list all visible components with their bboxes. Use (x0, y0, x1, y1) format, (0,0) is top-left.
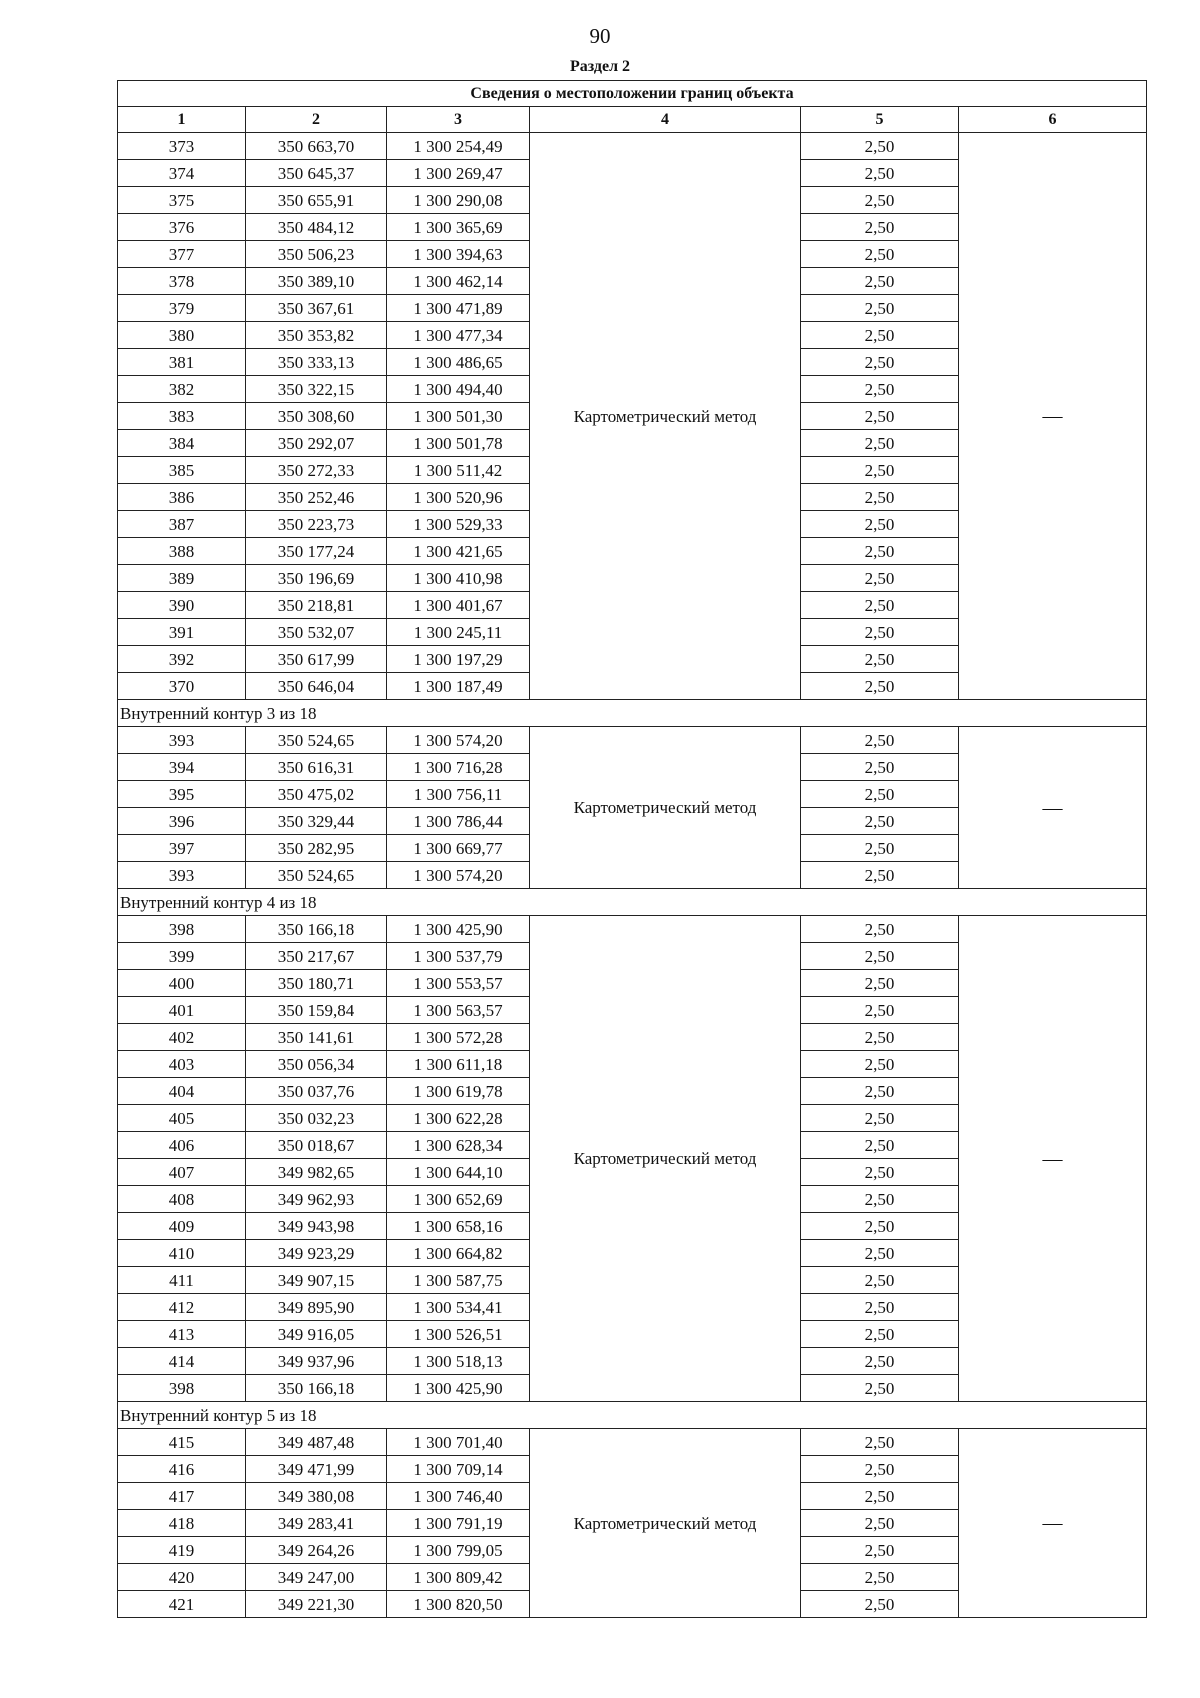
point-number: 374 (118, 160, 246, 187)
point-number: 420 (118, 1564, 246, 1591)
x-coordinate: 350 308,60 (246, 403, 387, 430)
y-coordinate: 1 300 245,11 (387, 619, 530, 646)
point-number: 370 (118, 673, 246, 700)
y-coordinate: 1 300 290,08 (387, 187, 530, 214)
column-number-row (118, 107, 1147, 133)
contour-label: Внутренний контур 4 из 18 (118, 889, 1147, 916)
page-number: 90 (589, 24, 611, 48)
precision-value: 2,50 (801, 484, 959, 511)
x-coordinate: 350 506,23 (246, 241, 387, 268)
table-row (118, 1429, 1147, 1456)
precision-value: 2,50 (801, 538, 959, 565)
column-number: 6 (959, 107, 1147, 133)
column-number: 1 (118, 107, 246, 133)
precision-value: 2,50 (801, 835, 959, 862)
y-coordinate: 1 300 269,47 (387, 160, 530, 187)
precision-value: 2,50 (801, 673, 959, 700)
precision-value: 2,50 (801, 916, 959, 943)
column-number: 2 (246, 107, 387, 133)
y-coordinate: 1 300 658,16 (387, 1213, 530, 1240)
point-number: 412 (118, 1294, 246, 1321)
x-coordinate: 349 221,30 (246, 1591, 387, 1618)
precision-value: 2,50 (801, 133, 959, 160)
precision-value: 2,50 (801, 160, 959, 187)
y-coordinate: 1 300 197,29 (387, 646, 530, 673)
section-title: Раздел 2 (569, 58, 631, 75)
table-caption: Сведения о местоположении границ объекта (118, 81, 1147, 107)
table-caption-row (118, 81, 1147, 107)
y-coordinate: 1 300 619,78 (387, 1078, 530, 1105)
y-coordinate: 1 300 701,40 (387, 1429, 530, 1456)
x-coordinate: 349 907,15 (246, 1267, 387, 1294)
point-number: 388 (118, 538, 246, 565)
determination-method: Картометрический метод (530, 1429, 801, 1618)
point-number: 397 (118, 835, 246, 862)
point-number: 398 (118, 916, 246, 943)
y-coordinate: 1 300 611,18 (387, 1051, 530, 1078)
precision-value: 2,50 (801, 646, 959, 673)
x-coordinate: 350 056,34 (246, 1051, 387, 1078)
point-number: 416 (118, 1456, 246, 1483)
x-coordinate: 350 218,81 (246, 592, 387, 619)
point-number: 393 (118, 862, 246, 889)
precision-value: 2,50 (801, 943, 959, 970)
y-coordinate: 1 300 622,28 (387, 1105, 530, 1132)
boundary-coordinates-table (117, 80, 1147, 1618)
point-number: 401 (118, 997, 246, 1024)
x-coordinate: 350 177,24 (246, 538, 387, 565)
precision-value: 2,50 (801, 1024, 959, 1051)
precision-value: 2,50 (801, 1348, 959, 1375)
x-coordinate: 350 475,02 (246, 781, 387, 808)
y-coordinate: 1 300 421,65 (387, 538, 530, 565)
precision-value: 2,50 (801, 1456, 959, 1483)
precision-value: 2,50 (801, 241, 959, 268)
precision-value: 2,50 (801, 1213, 959, 1240)
y-coordinate: 1 300 809,42 (387, 1564, 530, 1591)
y-coordinate: 1 300 553,57 (387, 970, 530, 997)
y-coordinate: 1 300 462,14 (387, 268, 530, 295)
y-coordinate: 1 300 477,34 (387, 322, 530, 349)
precision-value: 2,50 (801, 457, 959, 484)
point-number: 421 (118, 1591, 246, 1618)
x-coordinate: 350 032,23 (246, 1105, 387, 1132)
precision-value: 2,50 (801, 727, 959, 754)
y-coordinate: 1 300 394,63 (387, 241, 530, 268)
point-number: 418 (118, 1510, 246, 1537)
precision-value: 2,50 (801, 376, 959, 403)
x-coordinate: 350 617,99 (246, 646, 387, 673)
precision-value: 2,50 (801, 1186, 959, 1213)
x-coordinate: 350 367,61 (246, 295, 387, 322)
precision-value: 2,50 (801, 1051, 959, 1078)
table-row (118, 133, 1147, 160)
point-number: 417 (118, 1483, 246, 1510)
point-number: 395 (118, 781, 246, 808)
y-coordinate: 1 300 716,28 (387, 754, 530, 781)
point-number: 385 (118, 457, 246, 484)
y-coordinate: 1 300 574,20 (387, 862, 530, 889)
contour-label: Внутренний контур 3 из 18 (118, 700, 1147, 727)
y-coordinate: 1 300 486,65 (387, 349, 530, 376)
contour-label-row (118, 889, 1147, 916)
precision-value: 2,50 (801, 1240, 959, 1267)
point-number: 407 (118, 1159, 246, 1186)
x-coordinate: 350 252,46 (246, 484, 387, 511)
precision-value: 2,50 (801, 1483, 959, 1510)
x-coordinate: 349 247,00 (246, 1564, 387, 1591)
precision-value: 2,50 (801, 268, 959, 295)
y-coordinate: 1 300 746,40 (387, 1483, 530, 1510)
y-coordinate: 1 300 628,34 (387, 1132, 530, 1159)
y-coordinate: 1 300 501,30 (387, 403, 530, 430)
x-coordinate: 349 943,98 (246, 1213, 387, 1240)
determination-method: Картометрический метод (530, 727, 801, 889)
y-coordinate: 1 300 529,33 (387, 511, 530, 538)
x-coordinate: 349 264,26 (246, 1537, 387, 1564)
x-coordinate: 350 484,12 (246, 214, 387, 241)
x-coordinate: 350 141,61 (246, 1024, 387, 1051)
y-coordinate: 1 300 471,89 (387, 295, 530, 322)
point-number: 378 (118, 268, 246, 295)
x-coordinate: 350 322,15 (246, 376, 387, 403)
point-number: 411 (118, 1267, 246, 1294)
contour-label: Внутренний контур 5 из 18 (118, 1402, 1147, 1429)
precision-value: 2,50 (801, 1510, 959, 1537)
x-coordinate: 350 353,82 (246, 322, 387, 349)
precision-value: 2,50 (801, 781, 959, 808)
x-coordinate: 350 166,18 (246, 1375, 387, 1402)
point-number: 409 (118, 1213, 246, 1240)
point-number: 413 (118, 1321, 246, 1348)
point-number: 402 (118, 1024, 246, 1051)
x-coordinate: 349 937,96 (246, 1348, 387, 1375)
table-body (118, 81, 1147, 1618)
point-number: 375 (118, 187, 246, 214)
x-coordinate: 349 283,41 (246, 1510, 387, 1537)
contour-label-row (118, 700, 1147, 727)
point-number: 377 (118, 241, 246, 268)
precision-value: 2,50 (801, 187, 959, 214)
x-coordinate: 350 329,44 (246, 808, 387, 835)
precision-value: 2,50 (801, 403, 959, 430)
point-number: 400 (118, 970, 246, 997)
x-coordinate: 350 663,70 (246, 133, 387, 160)
column-number: 4 (530, 107, 801, 133)
y-coordinate: 1 300 669,77 (387, 835, 530, 862)
point-number: 389 (118, 565, 246, 592)
precision-value: 2,50 (801, 1159, 959, 1186)
y-coordinate: 1 300 587,75 (387, 1267, 530, 1294)
x-coordinate: 350 272,33 (246, 457, 387, 484)
precision-value: 2,50 (801, 862, 959, 889)
point-number: 410 (118, 1240, 246, 1267)
point-number: 379 (118, 295, 246, 322)
precision-value: 2,50 (801, 349, 959, 376)
point-number: 391 (118, 619, 246, 646)
precision-value: 2,50 (801, 1294, 959, 1321)
point-number: 398 (118, 1375, 246, 1402)
point-number: 376 (118, 214, 246, 241)
column-number: 5 (801, 107, 959, 133)
precision-value: 2,50 (801, 970, 959, 997)
contour-label-row (118, 1402, 1147, 1429)
point-number: 405 (118, 1105, 246, 1132)
x-coordinate: 350 524,65 (246, 727, 387, 754)
x-coordinate: 349 471,99 (246, 1456, 387, 1483)
x-coordinate: 350 532,07 (246, 619, 387, 646)
determination-method: Картометрический метод (530, 133, 801, 700)
y-coordinate: 1 300 410,98 (387, 565, 530, 592)
y-coordinate: 1 300 425,90 (387, 1375, 530, 1402)
y-coordinate: 1 300 365,69 (387, 214, 530, 241)
x-coordinate: 349 487,48 (246, 1429, 387, 1456)
y-coordinate: 1 300 425,90 (387, 916, 530, 943)
precision-value: 2,50 (801, 1429, 959, 1456)
x-coordinate: 350 196,69 (246, 565, 387, 592)
y-coordinate: 1 300 526,51 (387, 1321, 530, 1348)
precision-value: 2,50 (801, 808, 959, 835)
point-number: 390 (118, 592, 246, 619)
y-coordinate: 1 300 572,28 (387, 1024, 530, 1051)
point-number: 414 (118, 1348, 246, 1375)
point-number: 396 (118, 808, 246, 835)
precision-value: 2,50 (801, 430, 959, 457)
precision-value: 2,50 (801, 322, 959, 349)
x-coordinate: 350 159,84 (246, 997, 387, 1024)
x-coordinate: 350 646,04 (246, 673, 387, 700)
y-coordinate: 1 300 187,49 (387, 673, 530, 700)
precision-value: 2,50 (801, 619, 959, 646)
x-coordinate: 349 916,05 (246, 1321, 387, 1348)
point-number: 393 (118, 727, 246, 754)
precision-value: 2,50 (801, 565, 959, 592)
table-row (118, 727, 1147, 754)
point-number: 404 (118, 1078, 246, 1105)
precision-value: 2,50 (801, 997, 959, 1024)
y-coordinate: 1 300 254,49 (387, 133, 530, 160)
x-coordinate: 350 180,71 (246, 970, 387, 997)
precision-value: 2,50 (801, 754, 959, 781)
precision-value: 2,50 (801, 1375, 959, 1402)
y-coordinate: 1 300 652,69 (387, 1186, 530, 1213)
point-number: 387 (118, 511, 246, 538)
table-row (118, 916, 1147, 943)
point-number: 386 (118, 484, 246, 511)
x-coordinate: 350 616,31 (246, 754, 387, 781)
y-coordinate: 1 300 786,44 (387, 808, 530, 835)
y-coordinate: 1 300 799,05 (387, 1537, 530, 1564)
x-coordinate: 349 923,29 (246, 1240, 387, 1267)
y-coordinate: 1 300 563,57 (387, 997, 530, 1024)
y-coordinate: 1 300 401,67 (387, 592, 530, 619)
x-coordinate: 350 655,91 (246, 187, 387, 214)
note-dash: — (959, 133, 1147, 700)
x-coordinate: 350 292,07 (246, 430, 387, 457)
point-number: 408 (118, 1186, 246, 1213)
precision-value: 2,50 (801, 1078, 959, 1105)
y-coordinate: 1 300 511,42 (387, 457, 530, 484)
point-number: 394 (118, 754, 246, 781)
y-coordinate: 1 300 664,82 (387, 1240, 530, 1267)
x-coordinate: 350 389,10 (246, 268, 387, 295)
precision-value: 2,50 (801, 295, 959, 322)
column-number: 3 (387, 107, 530, 133)
x-coordinate: 349 962,93 (246, 1186, 387, 1213)
point-number: 381 (118, 349, 246, 376)
y-coordinate: 1 300 537,79 (387, 943, 530, 970)
y-coordinate: 1 300 756,11 (387, 781, 530, 808)
point-number: 382 (118, 376, 246, 403)
x-coordinate: 350 018,67 (246, 1132, 387, 1159)
determination-method: Картометрический метод (530, 916, 801, 1402)
y-coordinate: 1 300 520,96 (387, 484, 530, 511)
x-coordinate: 349 380,08 (246, 1483, 387, 1510)
x-coordinate: 350 166,18 (246, 916, 387, 943)
x-coordinate: 349 982,65 (246, 1159, 387, 1186)
precision-value: 2,50 (801, 1105, 959, 1132)
x-coordinate: 349 895,90 (246, 1294, 387, 1321)
point-number: 373 (118, 133, 246, 160)
point-number: 415 (118, 1429, 246, 1456)
point-number: 380 (118, 322, 246, 349)
x-coordinate: 350 282,95 (246, 835, 387, 862)
precision-value: 2,50 (801, 1321, 959, 1348)
x-coordinate: 350 037,76 (246, 1078, 387, 1105)
x-coordinate: 350 333,13 (246, 349, 387, 376)
precision-value: 2,50 (801, 592, 959, 619)
precision-value: 2,50 (801, 1564, 959, 1591)
note-dash: — (959, 727, 1147, 889)
x-coordinate: 350 217,67 (246, 943, 387, 970)
y-coordinate: 1 300 820,50 (387, 1591, 530, 1618)
point-number: 406 (118, 1132, 246, 1159)
precision-value: 2,50 (801, 1267, 959, 1294)
point-number: 403 (118, 1051, 246, 1078)
note-dash: — (959, 1429, 1147, 1618)
y-coordinate: 1 300 534,41 (387, 1294, 530, 1321)
precision-value: 2,50 (801, 1591, 959, 1618)
y-coordinate: 1 300 501,78 (387, 430, 530, 457)
y-coordinate: 1 300 494,40 (387, 376, 530, 403)
point-number: 419 (118, 1537, 246, 1564)
y-coordinate: 1 300 518,13 (387, 1348, 530, 1375)
y-coordinate: 1 300 709,14 (387, 1456, 530, 1483)
x-coordinate: 350 524,65 (246, 862, 387, 889)
point-number: 392 (118, 646, 246, 673)
x-coordinate: 350 645,37 (246, 160, 387, 187)
precision-value: 2,50 (801, 1537, 959, 1564)
y-coordinate: 1 300 574,20 (387, 727, 530, 754)
point-number: 399 (118, 943, 246, 970)
precision-value: 2,50 (801, 1132, 959, 1159)
precision-value: 2,50 (801, 511, 959, 538)
y-coordinate: 1 300 791,19 (387, 1510, 530, 1537)
precision-value: 2,50 (801, 214, 959, 241)
point-number: 384 (118, 430, 246, 457)
note-dash: — (959, 916, 1147, 1402)
point-number: 383 (118, 403, 246, 430)
x-coordinate: 350 223,73 (246, 511, 387, 538)
y-coordinate: 1 300 644,10 (387, 1159, 530, 1186)
